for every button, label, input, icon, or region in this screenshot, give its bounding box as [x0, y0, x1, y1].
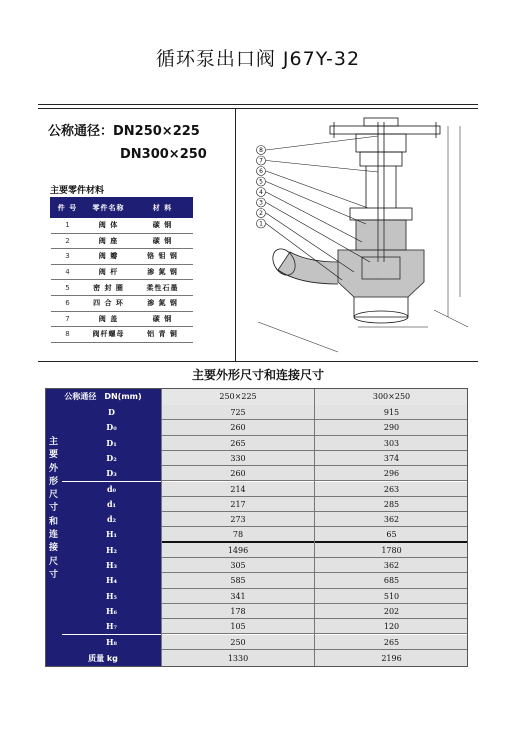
dimension-value-1: 265 [162, 436, 314, 451]
dimensions-column-1: 250×225 [162, 388, 314, 406]
dimensions-column-2: 300×250 [315, 388, 468, 406]
dimension-value-2: 296 [315, 466, 468, 481]
parts-row [51, 233, 193, 249]
parts-cell-material: 渗 氮 钢 [133, 295, 193, 311]
dimension-value-2: 290 [315, 420, 468, 435]
nominal-diameter-second: DN300×250 [120, 147, 207, 162]
parts-row [51, 295, 193, 311]
parts-cell-name: 阀 体 [85, 218, 133, 234]
parts-cell-name: 阀杆螺母 [85, 327, 133, 343]
parts-cell-no: 7 [51, 311, 85, 327]
callout-leader [266, 203, 370, 263]
divider-top [38, 104, 478, 105]
parts-cell-name: 密 封 圈 [85, 280, 133, 296]
dimension-symbol: D₃ [62, 466, 161, 481]
callout-number: 5 [259, 178, 263, 186]
dimension-symbol: d₁ [62, 497, 161, 512]
parts-cell-no: 2 [51, 233, 85, 249]
callout-number: 1 [259, 220, 263, 228]
parts-cell-name: 阀 杆 [85, 264, 133, 280]
parts-cell-no: 8 [51, 327, 85, 343]
dimension-symbol: H₆ [62, 604, 161, 619]
dimension-value-2: 265 [315, 635, 468, 650]
divider-vertical [235, 108, 236, 361]
dimension-value-1: 214 [162, 482, 314, 497]
dimension-value-2: 202 [315, 604, 468, 619]
dimension-value-2: 303 [315, 436, 468, 451]
valve-section-drawing [238, 112, 478, 357]
parts-cell-no: 1 [51, 218, 85, 234]
callout-leader [266, 136, 378, 150]
dimension-value-1: 105 [162, 619, 314, 634]
divider-middle [38, 361, 478, 362]
dimension-value-2: 285 [315, 497, 468, 512]
dimension-value-2: 120 [315, 619, 468, 634]
dimension-value-1: 305 [162, 558, 314, 573]
dimension-value-1: 217 [162, 497, 314, 512]
callout-number: 6 [259, 168, 263, 175]
dimension-value-2: 915 [315, 405, 468, 420]
dimension-symbol: D₀ [62, 420, 161, 435]
page-title: 循环泵出口阀 J67Y-32 [155, 48, 361, 70]
mass-value-2: 2196 [315, 650, 468, 667]
dimension-value-1: 273 [162, 512, 314, 527]
parts-cell-name: 阀 座 [85, 233, 133, 249]
dimension-symbol: D₁ [62, 436, 161, 451]
dimensions-table [45, 388, 468, 667]
parts-cell-name: 阀 瓣 [85, 249, 133, 265]
parts-row [51, 280, 193, 296]
parts-cell-material: 铬 钼 钢 [133, 249, 193, 265]
parts-cell-material: 碳 钢 [133, 233, 193, 249]
dimensions-header-label: 公称通径 DN(mm) [45, 388, 161, 405]
dimension-value-2: 374 [315, 451, 468, 466]
dimension-value-1: 341 [162, 589, 314, 604]
parts-header-material: 材 料 [133, 198, 193, 218]
parts-row [51, 264, 193, 280]
parts-row [51, 311, 193, 327]
parts-row [51, 249, 193, 265]
callout-leader [266, 182, 366, 225]
mass-value-1: 1330 [162, 650, 314, 667]
dimension-value-1: 585 [162, 573, 314, 588]
parts-cell-no: 4 [51, 264, 85, 280]
dimension-symbol: d₂ [62, 512, 161, 527]
dimension-symbol: D₂ [62, 451, 161, 466]
parts-row [51, 218, 193, 234]
parts-cell-no: 3 [51, 249, 85, 265]
parts-cell-material: 碳 钢 [133, 311, 193, 327]
dimension-symbol: D [62, 405, 161, 420]
dimension-value-1: 260 [162, 420, 314, 435]
dimension-symbol: H₈ [62, 635, 161, 650]
parts-header-no: 件 号 [51, 198, 85, 218]
parts-header-name: 零件名称 [85, 198, 133, 218]
dimension-value-1: 260 [162, 466, 314, 481]
callout-number: 8 [259, 147, 263, 154]
dimension-value-1: 725 [162, 405, 314, 420]
dimension-value-1: 250 [162, 635, 314, 650]
dimension-value-2: 263 [315, 482, 468, 497]
dimension-symbol: d₀ [62, 482, 161, 497]
mass-label: 质量 kg [45, 650, 161, 667]
dimensions-table-title: 主要外形尺寸和连接尺寸 [191, 368, 324, 382]
dimension-value-2: 510 [315, 589, 468, 604]
dimension-value-2: 362 [315, 558, 468, 573]
callout-number: 7 [259, 157, 263, 165]
dimension-value-2: 1780 [315, 543, 468, 558]
parts-cell-material: 柔性石墨 [133, 280, 193, 296]
parts-cell-material: 碳 钢 [133, 218, 193, 234]
callout-leader [266, 171, 368, 208]
dimension-value-1: 330 [162, 451, 314, 466]
column-divider [314, 388, 315, 667]
parts-cell-no: 6 [51, 295, 85, 311]
dimension-symbol: H₁ [62, 527, 161, 544]
dimension-value-1: 1496 [162, 543, 314, 558]
column-divider [161, 388, 162, 667]
dimension-symbol: H₂ [62, 543, 161, 558]
parts-cell-name: 阀 盖 [85, 311, 133, 327]
parts-cell-material: 铝 青 铜 [133, 327, 193, 343]
dimension-symbol: H₅ [62, 589, 161, 604]
dimensions-side-label: 主 要 外 形 尺 寸 和 连 接 尺 寸 [48, 437, 58, 580]
dimension-symbol: H₇ [62, 619, 161, 634]
dimension-symbol: H₄ [62, 573, 161, 588]
nominal-diameter-label: 公称通径：DN250×225 [48, 124, 200, 139]
dimension-value-1: 178 [162, 604, 314, 619]
dimension-symbol: H₃ [62, 558, 161, 573]
parts-material-table [50, 197, 193, 343]
dimension-value-1: 78 [162, 527, 314, 542]
parts-table-title: 主要零件材料 [50, 186, 105, 196]
dimension-value-2: 65 [315, 527, 468, 542]
callout-number: 2 [259, 210, 263, 217]
callout-number: 4 [259, 189, 263, 196]
dimension-value-2: 685 [315, 573, 468, 588]
dimension-value-2: 362 [315, 512, 468, 527]
callout-number: 3 [259, 199, 263, 207]
divider-top-inner [38, 108, 478, 109]
parts-cell-name: 四 合 环 [85, 295, 133, 311]
parts-cell-material: 渗 氮 钢 [133, 264, 193, 280]
parts-row [51, 327, 193, 343]
parts-cell-no: 5 [51, 280, 85, 296]
